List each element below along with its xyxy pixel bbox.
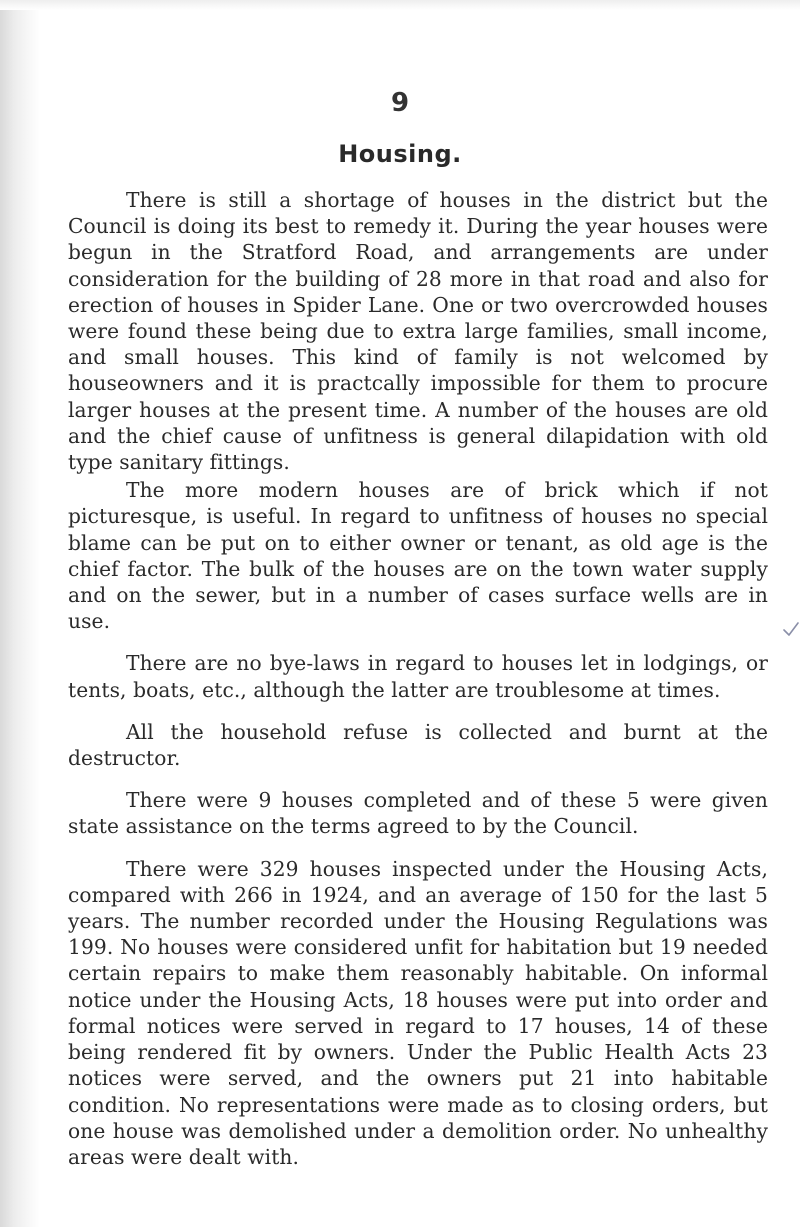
paragraph-modern-houses: The more modern houses are of brick which if not picturesque, is useful. In regard to unfitness of houses no special blame can be put on to either owner or tenant, as old age is the chief factor. The bulk of the houses are on the town water supply and on the sewer, but in a number of cases surface wells are in use. (68, 478, 768, 634)
check-mark-icon (782, 620, 800, 638)
paragraph-shortage: There is still a shortage of houses in the district but the Council is doing its best to remedy it. During the year houses were begun in the Stratford Road, and arrangements are under consideration for the building of 28 more in that road and also for erection of houses in Spider Lane. One or two overcrowded houses were found these being due to extra large families, small income, and small houses. This kind of family is not welcomed by houseowners and it is practcally impossible for them to procure larger houses at the present time. A number of the houses are old and the chief cause of unfitness is general dilapidation with old type sanitary fittings. (68, 188, 768, 475)
paragraph-refuse: All the household refuse is collected and burnt at the destructor. (68, 719, 768, 771)
paragraph-bye-laws: There are no bye-laws in regard to houses let in lodgings, or tents, boats, etc., although the latter are troublesome at times. (68, 651, 768, 702)
page-scan-edge (0, 0, 40, 1227)
paragraph-inspections: There were 329 houses inspected under the Housing Acts, compared with 266 in 1924, and an average of 150 for the last 5 years. The number recorded under the Housing Regulations was 199. No houses were considered unfit for habitation but 19 needed certain repairs to make them reasonably habitable. On informal notice under the Housing Acts, 18 houses were put into order and formal notices were served in regard to 17 houses, 14 of these being rendered fit by owners. Under the Public Health Acts 23 notices were served, and the owners put 21 into habitable condition. No representations were made as to closing orders, but one house was demolished under a demolition order. No unhealthy areas were dealt with. (68, 856, 768, 1169)
page-number: 9 (390, 88, 410, 118)
paragraph-houses-completed: There were 9 houses completed and of these 5 were given state assistance on the terms agreed to by the Council. (68, 788, 768, 839)
body-text (68, 187, 768, 1170)
section-title: Housing. (338, 140, 462, 168)
page-top-shadow (0, 0, 800, 10)
